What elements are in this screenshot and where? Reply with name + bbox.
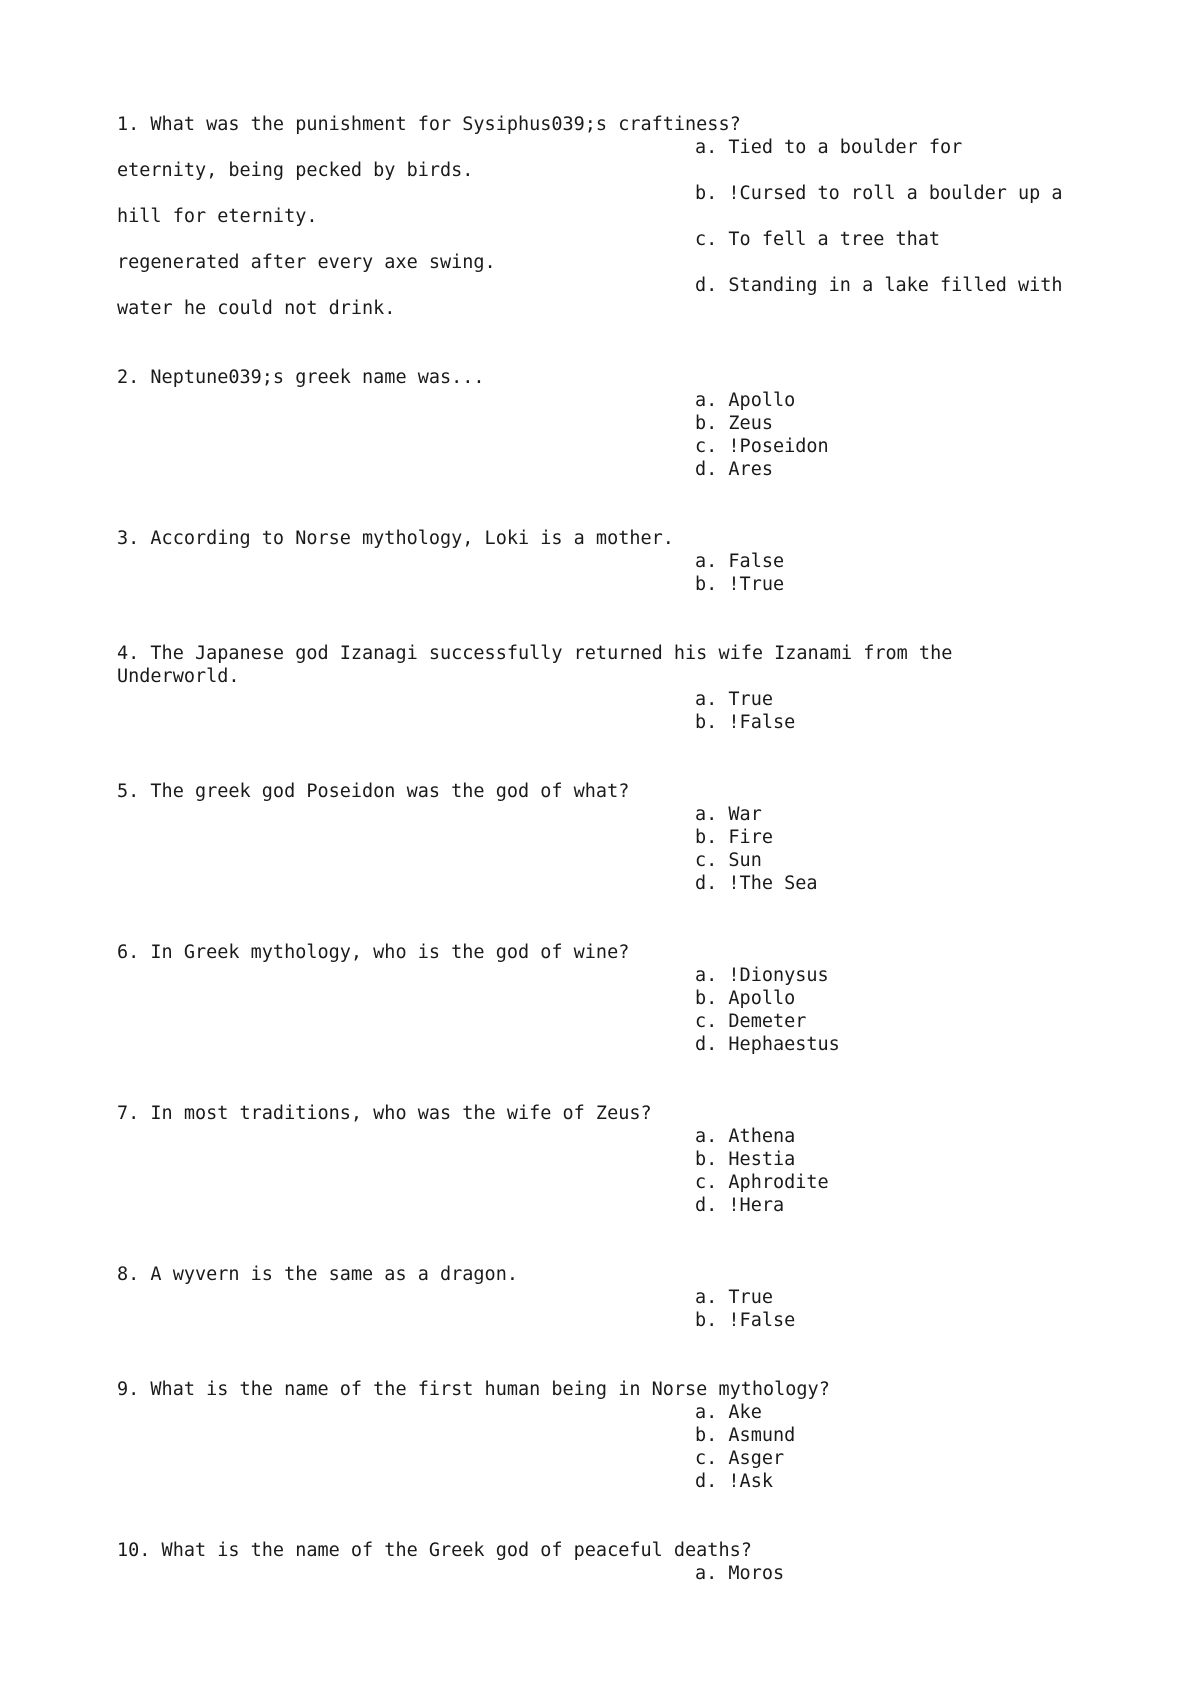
question-6-option-b: b. Apollo: [695, 988, 796, 1009]
question-5-option-c: c. Sun: [695, 850, 762, 871]
question-5-option-b: b. Fire: [695, 827, 773, 848]
question-8-text: 8. A wyvern is the same as a dragon.: [117, 1264, 518, 1285]
question-10-option-a: a. Moros: [695, 1563, 785, 1584]
question-1-option-a-cont: eternity, being pecked by birds.: [117, 160, 474, 181]
question-6-option-a: a. !Dionysus: [695, 965, 829, 986]
question-9-option-a: a. Ake: [695, 1402, 762, 1423]
question-8-option-a: a. True: [695, 1287, 773, 1308]
question-2-option-b: b. Zeus: [695, 413, 773, 434]
question-4-option-b: b. !False: [695, 712, 796, 733]
question-5-option-a: a. War: [695, 804, 762, 825]
question-1-option-d-cont: water he could not drink.: [117, 298, 396, 319]
question-1-option-a: a. Tied to a boulder for: [695, 137, 963, 158]
question-2-option-a: a. Apollo: [695, 390, 796, 411]
question-4-text: 4. The Japanese god Izanagi successfully returned his wife Izanami from the: [117, 643, 953, 664]
question-1-option-b: b. !Cursed to roll a boulder up a: [695, 183, 1063, 204]
question-1-option-c-cont: regenerated after every axe swing.: [117, 252, 496, 273]
question-2-option-d: d. Ares: [695, 459, 773, 480]
question-6-option-d: d. Hephaestus: [695, 1034, 840, 1055]
question-3-option-a: a. False: [695, 551, 785, 572]
question-5-option-d: d. !The Sea: [695, 873, 818, 894]
question-6-option-c: c. Demeter: [695, 1011, 807, 1032]
question-3-option-b: b. !True: [695, 574, 785, 595]
question-5-text: 5. The greek god Poseidon was the god of what?: [117, 781, 630, 802]
question-1-option-c: c. To fell a tree that: [695, 229, 941, 250]
question-4-option-a: a. True: [695, 689, 773, 710]
question-2-option-c: c. !Poseidon: [695, 436, 829, 457]
question-8-option-b: b. !False: [695, 1310, 796, 1331]
question-1-option-b-cont: hill for eternity.: [117, 206, 318, 227]
question-3-text: 3. According to Norse mythology, Loki is a mother.: [117, 528, 674, 549]
question-7-option-c: c. Aphrodite: [695, 1172, 829, 1193]
question-1-option-d: d. Standing in a lake filled with: [695, 275, 1063, 296]
question-6-text: 6. In Greek mythology, who is the god of wine?: [117, 942, 630, 963]
question-9-option-b: b. Asmund: [695, 1425, 796, 1446]
question-1-text: 1. What was the punishment for Sysiphus039;s craftiness?: [117, 114, 741, 135]
question-9-option-c: c. Asger: [695, 1448, 785, 1469]
question-4-text-cont: Underworld.: [117, 666, 240, 687]
question-10-text: 10. What is the name of the Greek god of peaceful deaths?: [117, 1540, 752, 1561]
question-7-text: 7. In most traditions, who was the wife of Zeus?: [117, 1103, 652, 1124]
question-9-text: 9. What is the name of the first human being in Norse mythology?: [117, 1379, 830, 1400]
question-7-option-a: a. Athena: [695, 1126, 796, 1147]
question-9-option-d: d. !Ask: [695, 1471, 773, 1492]
question-7-option-b: b. Hestia: [695, 1149, 796, 1170]
question-2-text: 2. Neptune039;s greek name was...: [117, 367, 485, 388]
question-7-option-d: d. !Hera: [695, 1195, 785, 1216]
